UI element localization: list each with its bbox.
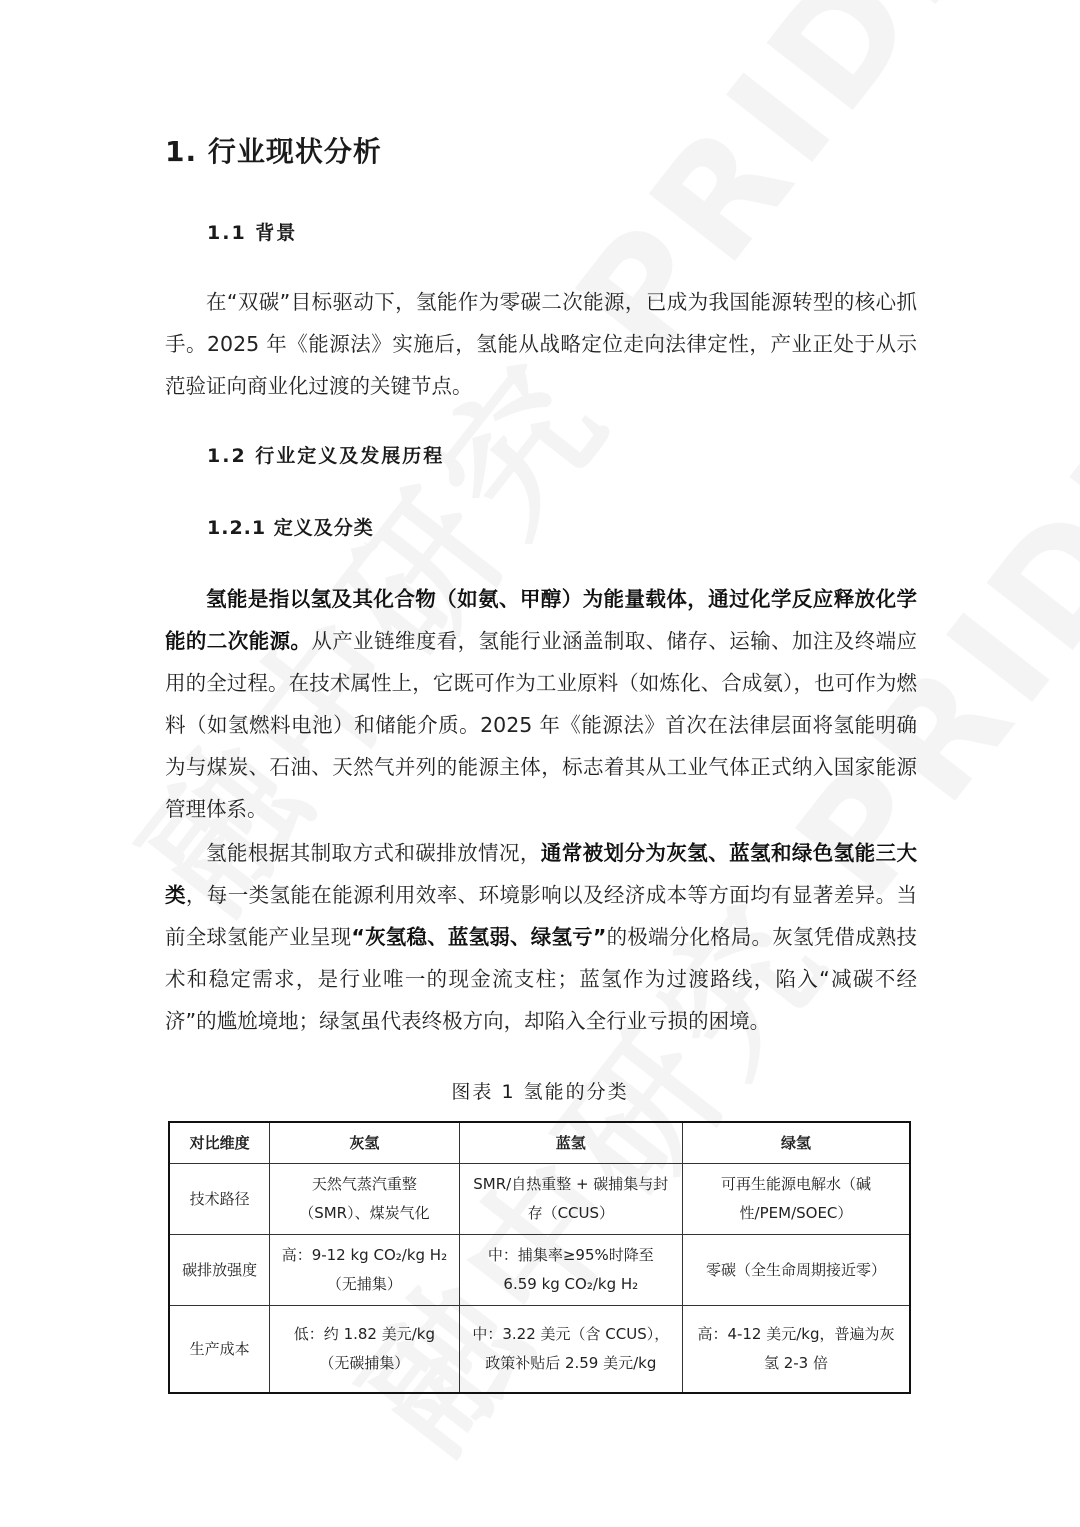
table-cell: 中：3.22 美元（含 CCUS），政策补贴后 2.59 美元/kg bbox=[459, 1306, 682, 1394]
table-header: 对比维度 bbox=[169, 1122, 270, 1164]
definition-paragraph bbox=[165, 578, 917, 830]
classification-paragraph bbox=[165, 832, 917, 1042]
background-paragraph: 在“双碳”目标驱动下，氢能作为零碳二次能源，已成为我国能源转型的核心抓手。2025 年《能源法》实施后，氢能从战略定位走向法律定性，产业正处于从示范验证向商业化过渡的关键节点。 bbox=[165, 290, 917, 398]
table-header: 绿氢 bbox=[682, 1122, 910, 1164]
page-title: 1. 行业现状分析 bbox=[165, 135, 382, 168]
table-cell: 高：4-12 美元/kg，普遍为灰氢 2-3 倍 bbox=[682, 1306, 910, 1394]
table-cell: 中：捕集率≥95%时降至 6.59 kg CO₂/kg H₂ bbox=[459, 1235, 682, 1306]
hydrogen-classification-table bbox=[168, 1121, 911, 1394]
table-row bbox=[169, 1306, 910, 1394]
table-header: 灰氢 bbox=[270, 1122, 459, 1164]
classification-text-c: 的极端分化格局。灰氢凭借成熟技术和稳定需求，是行业唯一的现金流支柱；蓝氢作为过渡路线，陷入“减碳不经济”的尴尬境地；绿氢虽代表终极方向，却陷入全行业亏损的困境。 bbox=[165, 925, 918, 1033]
table-header-row bbox=[169, 1122, 910, 1164]
table-caption: 图表 1 氢能的分类 bbox=[451, 1081, 629, 1103]
classification-bold-a: 通常被划分为灰氢、蓝氢和绿色氢能三大类 bbox=[165, 841, 918, 907]
section-title-background: 1.1 背景 bbox=[207, 222, 298, 244]
table-cell: 技术路径 bbox=[169, 1164, 270, 1235]
table-cell: 碳排放强度 bbox=[169, 1235, 270, 1306]
table-cell: 零碳（全生命周期接近零） bbox=[682, 1235, 910, 1306]
classification-bold-b: “灰氢稳、蓝氢弱、绿氢亏” bbox=[351, 925, 607, 949]
table-cell: 天然气蒸汽重整（SMR）、煤炭气化 bbox=[270, 1164, 459, 1235]
classification-text-b: ，每一类氢能在能源利用效率、环境影响以及经济成本等方面均有显著差异。当前全球氢能产业呈现 bbox=[165, 883, 918, 949]
table-row bbox=[169, 1164, 910, 1235]
definition-text: 从产业链维度看，氢能行业涵盖制取、储存、运输、加注及终端应用的全过程。在技术属性上，它既可作为工业原料（如炼化、合成氨），也可作为燃料（如氢燃料电池）和储能介质。2025 年《能源法》首次在法律层面将氢能明确为与煤炭、石油、天然气并列的能源主体，标志着其从工业气体正式纳入国家能源管理体系。 bbox=[165, 629, 918, 821]
classification-text-a: 氢能根据其制取方式和碳排放情况， bbox=[206, 841, 541, 865]
table-cell: 低：约 1.82 美元/kg（无碳捕集） bbox=[270, 1306, 459, 1394]
section-title-definition: 1.2 行业定义及发展历程 bbox=[207, 445, 445, 467]
table-cell: 可再生能源电解水（碱性/PEM/SOEC） bbox=[682, 1164, 910, 1235]
table-cell: 高：9-12 kg CO₂/kg H₂（无捕集） bbox=[270, 1235, 459, 1306]
table-cell: SMR/自热重整 + 碳捕集与封存（CCUS） bbox=[459, 1164, 682, 1235]
subsection-title-definition: 1.2.1 定义及分类 bbox=[207, 517, 374, 539]
table-header: 蓝氢 bbox=[459, 1122, 682, 1164]
definition-bold: 氢能是指以氢及其化合物（如氨、甲醇）为能量载体，通过化学反应释放化学能的二次能源。 bbox=[165, 587, 917, 653]
table-cell: 生产成本 bbox=[169, 1306, 270, 1394]
table-row bbox=[169, 1235, 910, 1306]
